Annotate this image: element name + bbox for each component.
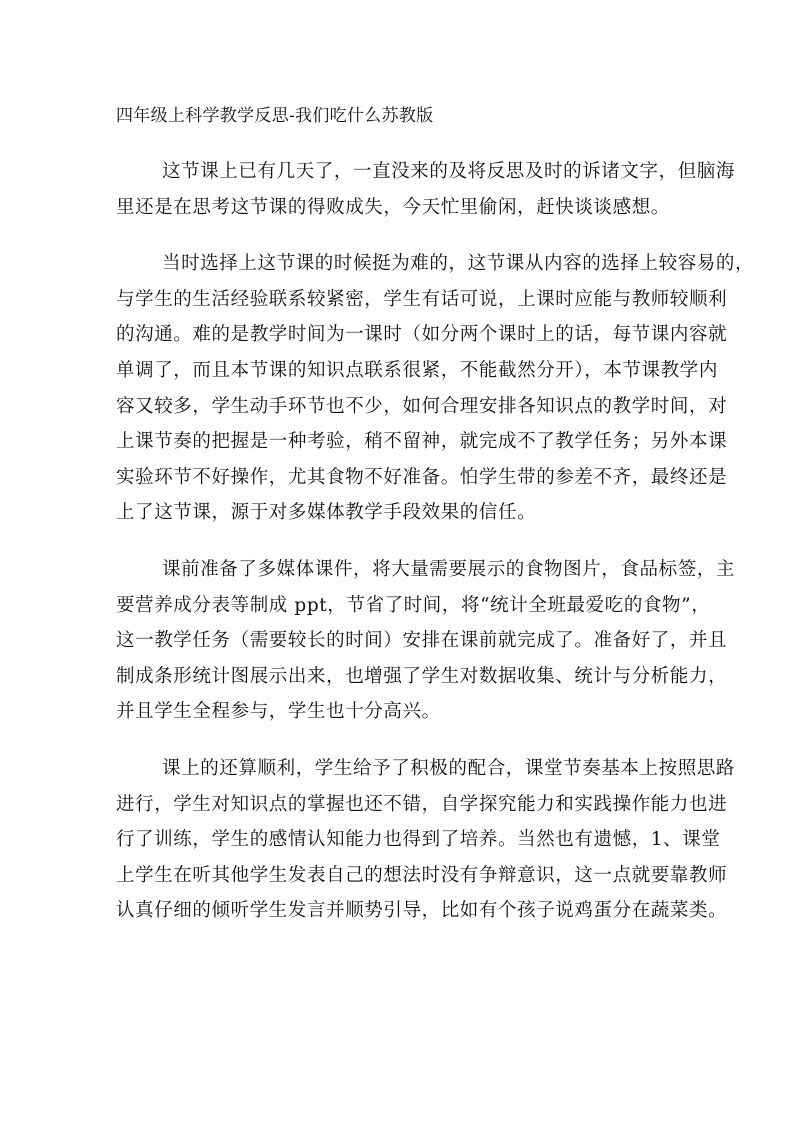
paragraph-line: 单调了，而且本节课的知识点联系很紧，不能截然分开），本节课教学内 <box>116 359 718 381</box>
paragraph-3 <box>116 552 736 730</box>
paragraph-2 <box>116 246 755 531</box>
paragraph-line: 这一教学任务（需要较长的时间）安排在课前就完成了。准备好了，并且 <box>116 630 728 652</box>
paragraph-line: 上学生在听其他学生发表自己的想法时没有争辩意识，这一点就要靠教师 <box>116 864 728 886</box>
paragraph-line: 要营养成分表等制成 ppt，节省了时间，将“统计全班最爱吃的食物”， <box>116 594 711 616</box>
paragraph-line: 进行，学生对知识点的掌握也还不错，自学探究能力和实践操作能力也进 <box>116 793 728 815</box>
paragraph-line: 并且学生全程参与，学生也十分高兴。 <box>116 701 441 723</box>
paragraph-line: 这节课上已有几天了，一直没来的及将反思及时的诉诸文字，但脑海 <box>162 161 736 182</box>
paragraph-line: 课上的还算顺利，学生给予了积极的配合，课堂节奏基本上按照思路 <box>162 757 736 779</box>
paragraph-line: 上课节奏的把握是一种考验，稍不留神，就完成不了教学任务；另外本课 <box>116 431 728 453</box>
document-title: 四年级上科学教学反思-我们吃什么苏教版 <box>116 106 434 126</box>
paragraph-4 <box>116 751 736 929</box>
paragraph-line: 的沟通。难的是教学时间为一课时（如分两个课时上的话，每节课内容就 <box>116 324 728 346</box>
paragraph-line: 行了训练，学生的感情认知能力也得到了培养。当然也有遗憾，1、课堂 <box>116 829 721 851</box>
paragraph-line: 当时选择上这节课的时候挺为难的，这节课从内容的选择上较容易的， <box>162 253 755 275</box>
paragraph-line: 里还是在思考这节课的得败成失，今天忙里偷闲，赶快谈谈感想。 <box>116 196 670 218</box>
paragraph-line: 认真仔细的倾听学生发言并顺势引导，比如有个孩子说鸡蛋分在蔬菜类。 <box>116 900 728 922</box>
paragraph-line: 上了这节课，源于对多媒体教学手段效果的信任。 <box>116 502 537 524</box>
paragraph-line: 课前准备了多媒体课件，将大量需要展示的食物图片，食品标签，主 <box>162 558 736 580</box>
paragraph-line: 制成条形统计图展示出来，也增强了学生对数据收集、统计与分析能力， <box>116 665 728 687</box>
paragraph-line: 容又较多，学生动手环节也不少，如何合理安排各知识点的教学时间，对 <box>116 395 728 417</box>
paragraph-1 <box>116 154 736 225</box>
document-body <box>116 154 755 950</box>
paragraph-line: 实验环节不好操作，尤其食物不好准备。怕学生带的参差不齐，最终还是 <box>116 466 728 488</box>
paragraph-line: 与学生的生活经验联系较紧密，学生有话可说，上课时应能与教师较顺利 <box>116 288 728 310</box>
